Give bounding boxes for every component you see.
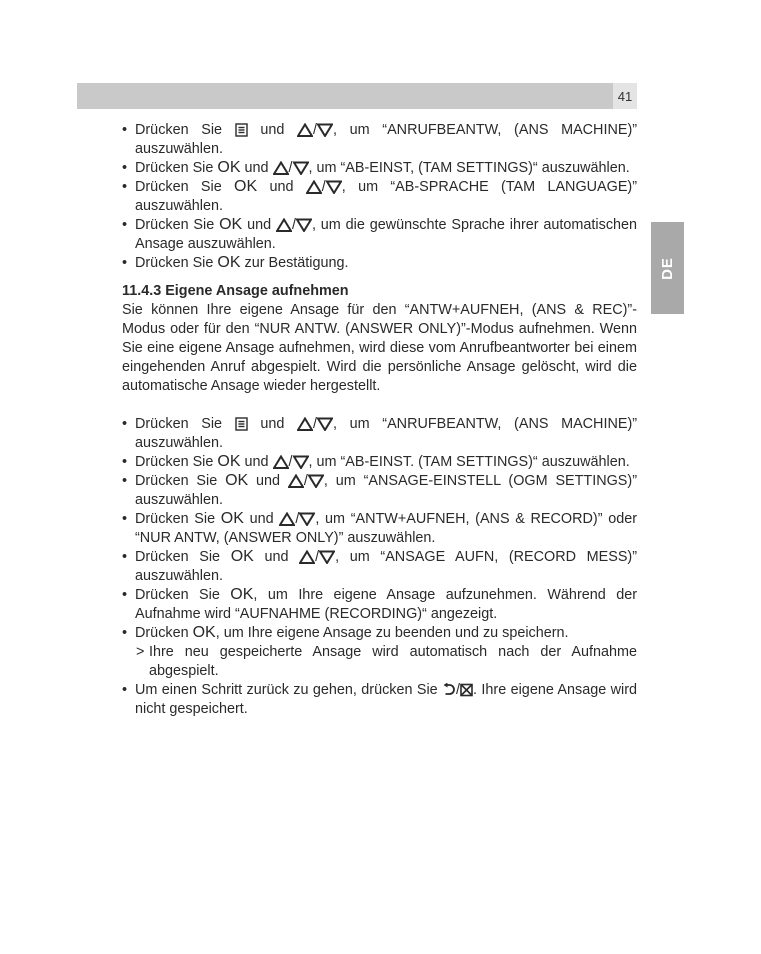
- item-text: , um “ANSAGE-EINSTELL (OGM SETTINGS)” auszuwählen.: [135, 473, 637, 508]
- page-content: [122, 121, 637, 719]
- list-item: • Drücken Sie OK und / , um “AB-EINST. (TAM SETTINGS)“ auszuwählen.: [122, 453, 630, 470]
- up-arrow-icon: [276, 218, 292, 232]
- down-arrow-icon: [299, 512, 315, 526]
- menu-icon: [235, 123, 248, 137]
- item-text: und: [264, 549, 289, 565]
- sub-note: [122, 643, 637, 681]
- bullet-dot: •: [122, 217, 128, 233]
- item-text: Drücken Sie: [135, 549, 221, 565]
- item-text: . Ihre eigene Ansage wird nicht gespeichert.: [135, 682, 637, 717]
- bullet-dot: •: [122, 416, 128, 432]
- list-item: • Drücken Sie OK und / , um “ANSAGE-EINSTELL (OGM SETTINGS)” auszuwählen.: [122, 472, 637, 508]
- item-text: , um “ANRUFBEANTW, (ANS MACHINE)” auszuwählen.: [135, 416, 638, 451]
- list-item: • Um einen Schritt zurück zu gehen, drücken Sie / . Ihre eigene Ansage wird nicht gespeichert.: [122, 682, 637, 717]
- item-text: Drücken Sie: [135, 255, 214, 271]
- bullet-dot: •: [122, 473, 128, 489]
- list-item: • Drücken Sie OK und / , um “AB-SPRACHE (TAM LANGUAGE)” auszuwählen.: [122, 178, 638, 214]
- ok-icon: OK: [234, 178, 258, 195]
- item-text: Drücken Sie: [135, 416, 223, 432]
- bullet-dot: •: [122, 587, 128, 603]
- item-text: Um einen Schritt zurück zu gehen, drücken Sie: [135, 682, 438, 698]
- bullet-dot: •: [122, 682, 128, 698]
- down-arrow-icon: [293, 161, 309, 175]
- ok-icon: OK: [230, 548, 254, 565]
- down-arrow-icon: [296, 218, 312, 232]
- item-text: Drücken Sie: [135, 160, 214, 176]
- down-arrow-icon: [293, 455, 309, 469]
- bullet-dot: •: [122, 122, 128, 138]
- list-item: [122, 586, 637, 624]
- item-text: , um “AB-EINST. (TAM SETTINGS)“ auszuwählen.: [308, 454, 630, 470]
- up-arrow-icon: [288, 474, 304, 488]
- list-item: [122, 254, 637, 273]
- list-item: • Drücken Sie OK und / , um “AB-EINST, (TAM SETTINGS)“ auszuwählen.: [122, 159, 630, 176]
- bullet-dot: •: [122, 255, 128, 271]
- item-text: , um “AB-SPRACHE (TAM LANGUAGE)” auszuwählen.: [135, 179, 638, 214]
- ok-icon: OK: [219, 216, 243, 233]
- ok-icon: OK: [220, 510, 244, 527]
- bullet-dot: •: [122, 454, 128, 470]
- item-text: , um Ihre eigene Ansage zu beenden und zu speichern.: [215, 625, 569, 641]
- item-text: und: [244, 160, 269, 176]
- item-text: , um “ANSAGE AUFN, (RECORD MESS)” auszuwählen.: [135, 549, 638, 584]
- bullet-dot: •: [122, 549, 128, 565]
- item-text: und: [249, 511, 274, 527]
- up-arrow-icon: [306, 180, 322, 194]
- item-text: Drücken Sie: [135, 122, 223, 138]
- up-arrow-icon: [297, 417, 313, 431]
- ok-icon: OK: [217, 254, 241, 271]
- section-paragraph: Sie können Ihre eigene Ansage für den “ANTW+AUFNEH, (ANS & REC)”-Modus oder für den “NUR ANTW. (ANSWER ONLY)”-Modus aufnehmen. Wenn Sie eine eigene Ansage aufnehmen, wird diese vom Anrufbeantworter bei einem eingehenden Anruf abgespielt. Wird die persönliche Ansage gelöscht, wird die automatische Ansage wieder hergestellt.: [122, 302, 637, 394]
- down-arrow-icon: [317, 417, 333, 431]
- item-text: , um “AB-EINST, (TAM SETTINGS)“ auszuwählen.: [308, 160, 630, 176]
- item-text: und: [256, 473, 281, 489]
- item-text: Drücken Sie: [135, 587, 220, 603]
- item-text: und: [260, 122, 285, 138]
- item-text: Drücken Sie: [135, 454, 214, 470]
- up-arrow-icon: [273, 161, 289, 175]
- section-heading: 11.4.3 Eigene Ansage aufnehmen: [122, 283, 349, 299]
- list-item: [122, 624, 637, 643]
- ok-icon: OK: [192, 624, 216, 641]
- down-arrow-icon: [319, 550, 335, 564]
- bullet-dot: •: [122, 179, 128, 195]
- list-item: • Drücken Sie und / , um “ANRUFBEANTW, (ANS MACHINE)” auszuwählen.: [122, 416, 638, 451]
- down-arrow-icon: [317, 123, 333, 137]
- up-arrow-icon: [299, 550, 315, 564]
- page-number: 41: [617, 89, 633, 104]
- item-text: Drücken: [135, 625, 189, 641]
- bullet-dot: •: [122, 160, 128, 176]
- item-text: Drücken Sie: [135, 473, 218, 489]
- item-text: und: [260, 416, 285, 432]
- delete-icon: [460, 683, 473, 697]
- item-text: und: [247, 217, 272, 233]
- item-text: , um “ANRUFBEANTW, (ANS MACHINE)” auszuwählen.: [135, 122, 638, 157]
- item-text: , um die gewünschte Sprache ihrer automatischen Ansage auszuwählen.: [135, 217, 638, 252]
- sub-note-text: Ihre neu gespeicherte Ansage wird automatisch nach der Aufnahme abgespielt.: [149, 644, 637, 679]
- item-text: Drücken Sie: [135, 179, 222, 195]
- up-arrow-icon: [279, 512, 295, 526]
- list-item: • Drücken Sie OK und / , um die gewünschte Sprache ihrer automatischen Ansage auszuwählen.: [122, 216, 638, 252]
- language-tab-label: DE: [659, 256, 676, 280]
- item-text: und: [244, 454, 269, 470]
- menu-icon: [235, 417, 248, 431]
- list-item: • Drücken Sie und / , um “ANRUFBEANTW, (ANS MACHINE)” auszuwählen.: [122, 122, 638, 157]
- list-item: • Drücken Sie OK und / , um “ANSAGE AUFN, (RECORD MESS)” auszuwählen.: [122, 548, 638, 584]
- item-text: zur Bestätigung.: [240, 255, 349, 271]
- ok-icon: OK: [217, 159, 241, 176]
- item-text: , um “ANTW+AUFNEH, (ANS & RECORD)” oder “NUR ANTW, (ANSWER ONLY)” auszuwählen.: [135, 511, 637, 546]
- item-text: , um Ihre eigene Ansage aufzunehmen. Während der Aufnahme wird “AUFNAHME (RECORDING)“ angezeigt.: [135, 587, 637, 622]
- up-arrow-icon: [297, 123, 313, 137]
- back-icon: [442, 683, 456, 697]
- item-text: Drücken Sie: [135, 511, 216, 527]
- bullet-dot: •: [122, 511, 128, 527]
- spacer: [122, 396, 637, 415]
- item-text: Drücken Sie: [135, 217, 215, 233]
- header-bar: [77, 83, 613, 109]
- list-item: • Drücken Sie OK und / , um “ANTW+AUFNEH, (ANS & RECORD)” oder “NUR ANTW, (ANSWER ONLY)” auszuwählen.: [122, 510, 637, 546]
- down-arrow-icon: [308, 474, 324, 488]
- bullet-dot: •: [122, 625, 128, 641]
- language-tab-label-wrap: [651, 222, 684, 314]
- item-text: und: [269, 179, 294, 195]
- ok-icon: OK: [230, 586, 254, 603]
- down-arrow-icon: [326, 180, 342, 194]
- up-arrow-icon: [273, 455, 289, 469]
- ok-icon: OK: [225, 472, 249, 489]
- ok-icon: OK: [217, 453, 241, 470]
- arrow-marker: >: [136, 644, 145, 660]
